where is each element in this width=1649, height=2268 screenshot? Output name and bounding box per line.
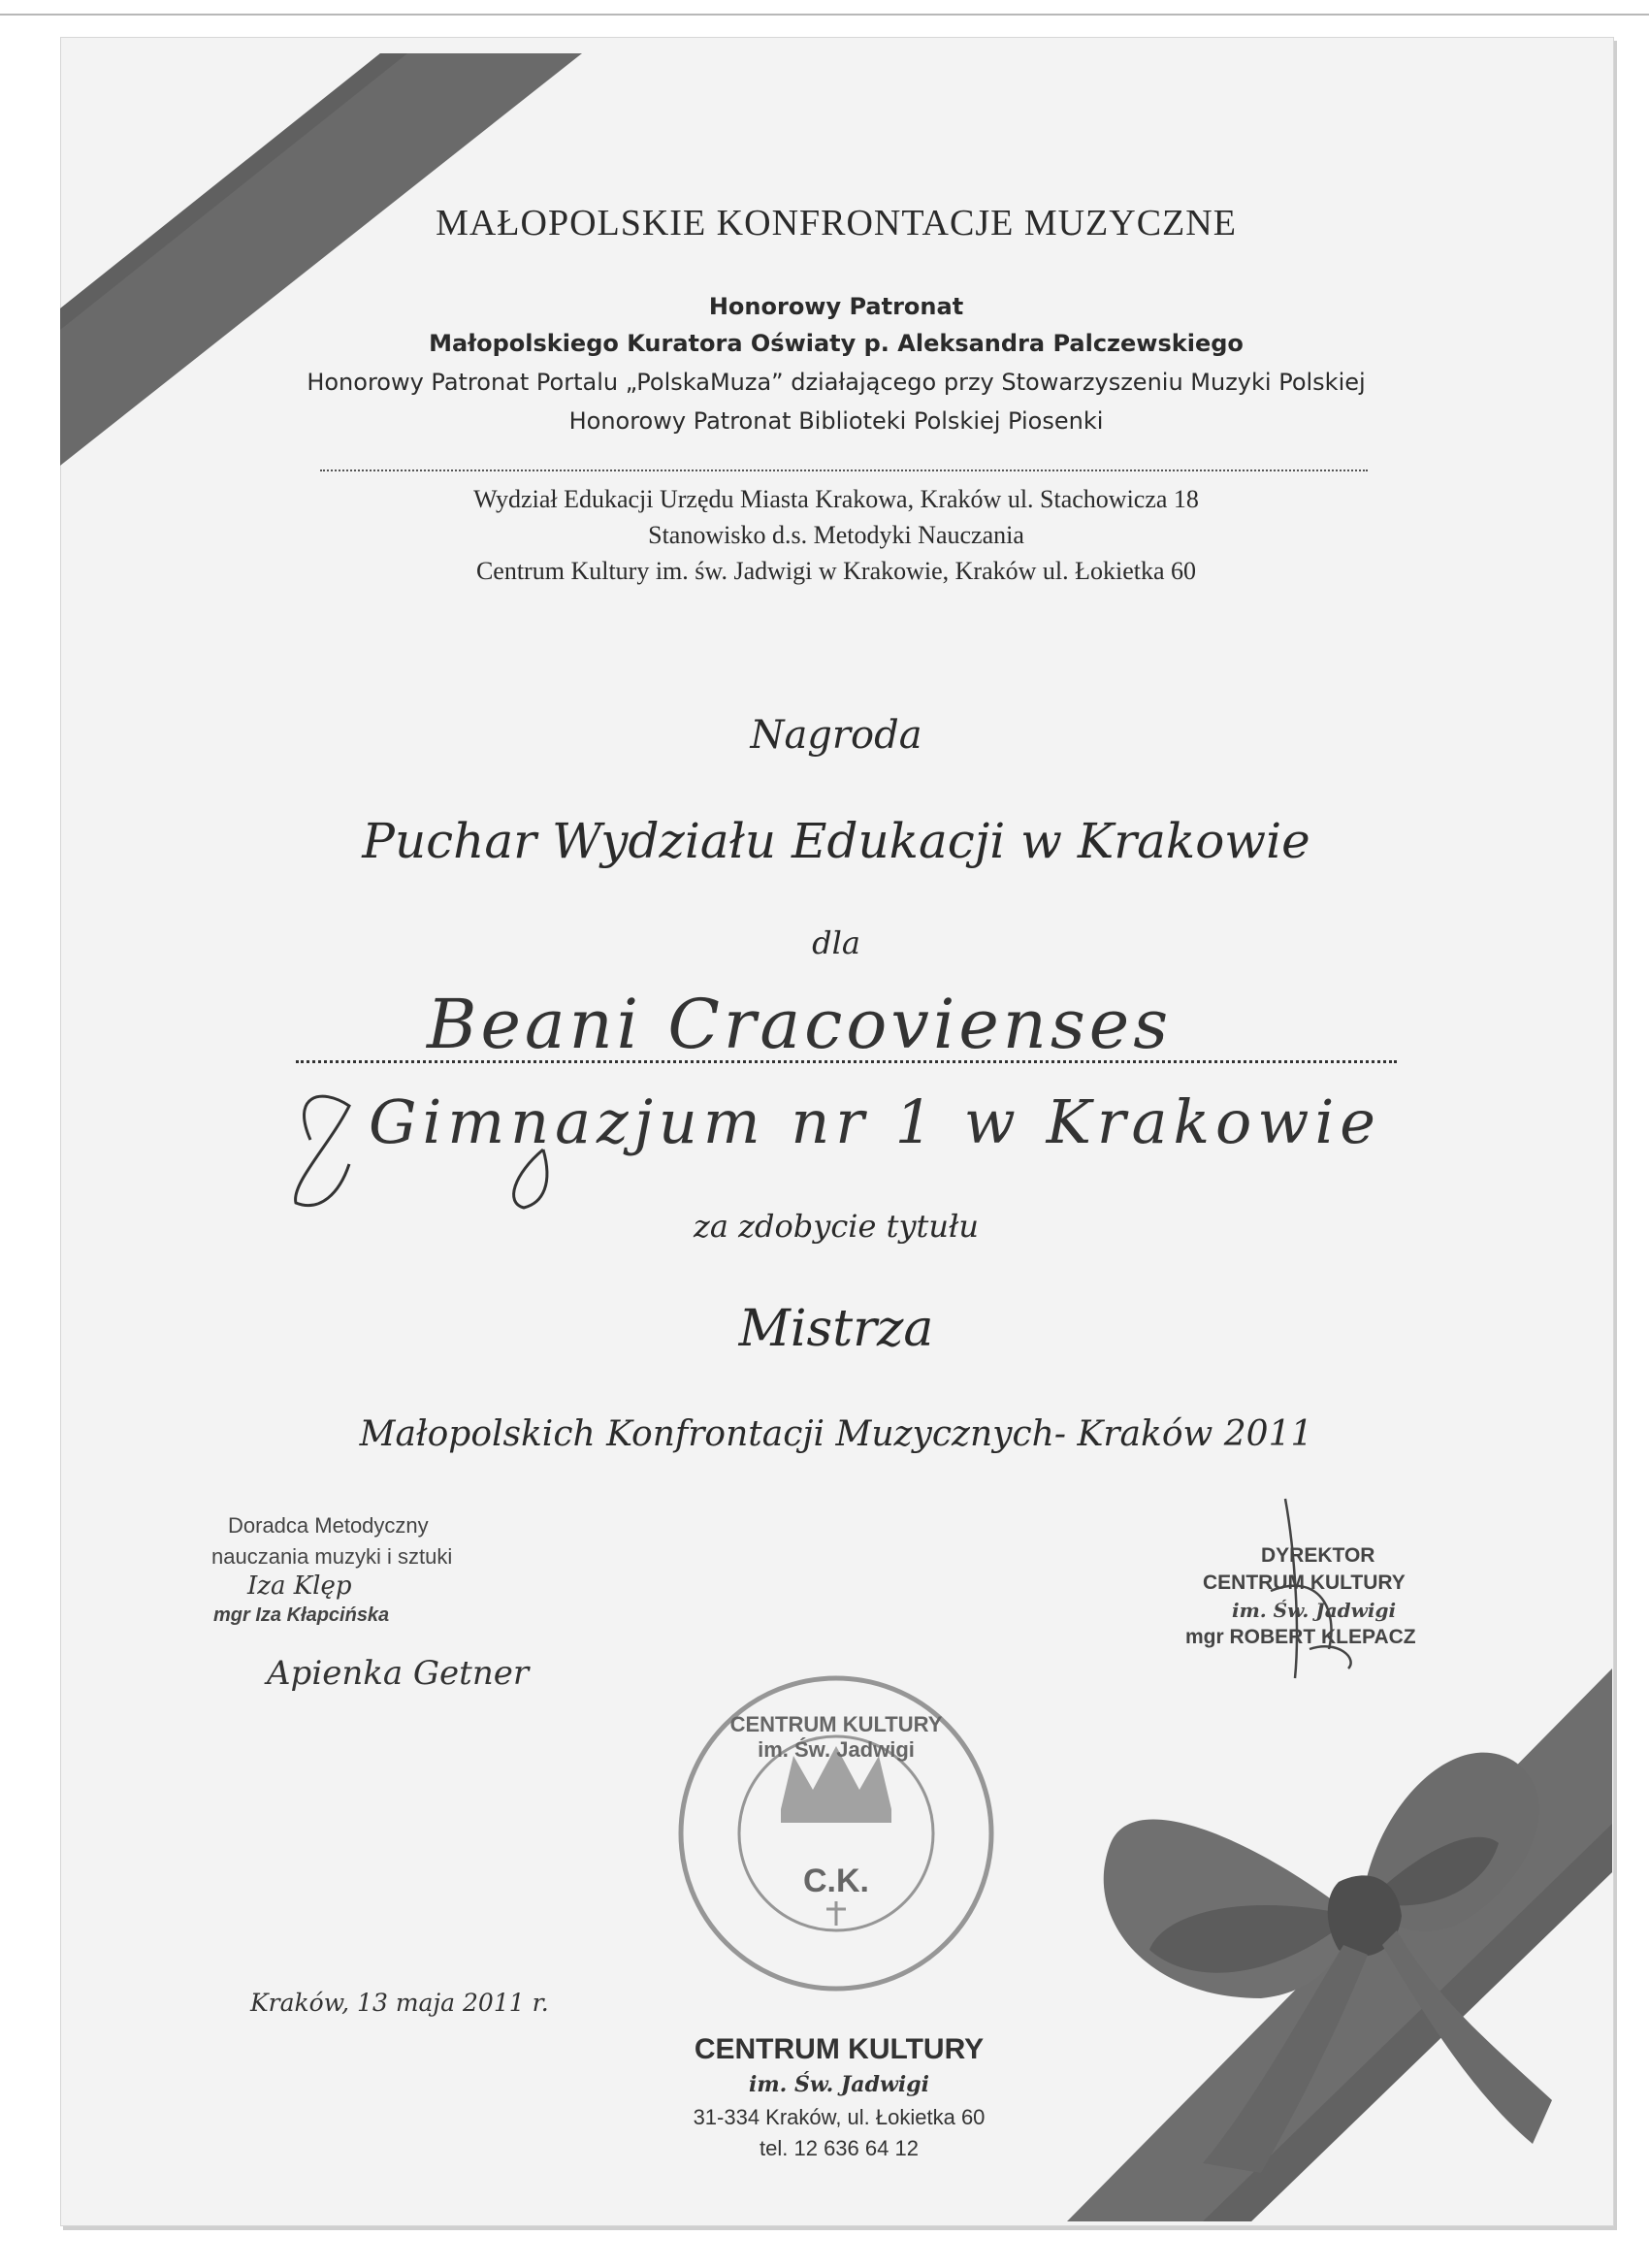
organizer-line-1: Wydział Edukacji Urzędu Miasta Krakowa, Kraków ul. Stachowicza 18 (473, 485, 1199, 513)
second-signature: Apienka Getner (267, 1654, 530, 1693)
footer-org-sub: im. Św. Jadwigi (749, 2072, 929, 2097)
event-name: Małopolskich Konfrontacji Muzycznych- Kraków 2011 (359, 1414, 1313, 1454)
patron-library: Honorowy Patronat Biblioteki Polskiej Piosenki (568, 407, 1104, 435)
director-stamp-line-2: CENTRUM KULTURY (1203, 1571, 1406, 1594)
patron-heading: Honorowy Patronat (708, 293, 964, 320)
handwriting-flourish (296, 1096, 349, 1205)
recipient-name-handwritten: Beani Cracovienses (427, 985, 1173, 1064)
award-title: Mistrza (738, 1300, 934, 1358)
recipient-school-handwritten: Gimnazjum nr 1 w Krakowie (369, 1086, 1381, 1157)
patron-curator: Małopolskiego Kuratora Oświaty p. Aleksandra Palczewskiego (429, 330, 1244, 357)
seal-ring-text: CENTRUM KULTURY im. Św. Jadwigi (729, 1712, 943, 1762)
seal-center-text: C.K. (803, 1863, 869, 1899)
footer-org-name: CENTRUM KULTURY (694, 2033, 985, 2065)
director-stamp-line-4: mgr ROBERT KLEPACZ (1185, 1626, 1416, 1648)
advisor-signature: Iza Klęp (247, 1571, 352, 1601)
award-label: Nagroda (750, 713, 922, 758)
footer-address: 31-334 Kraków, ul. Łokietka 60 (693, 2105, 986, 2129)
advisor-stamp-name: mgr Iza Kłapcińska (213, 1604, 390, 1626)
handwriting-flourish-2 (514, 1150, 547, 1208)
footer-phone: tel. 12 636 64 12 (760, 2136, 919, 2160)
director-stamp-line-1: DYREKTOR (1261, 1544, 1375, 1567)
issue-date: Kraków, 13 maja 2011 r. (250, 1989, 549, 2017)
award-name: Puchar Wydziału Edukacji w Krakowie (362, 813, 1310, 869)
reason-label: za zdobycie tytułu (694, 1208, 979, 1245)
patron-portal: Honorowy Patronat Portalu „PolskaMuza” działającego przy Stowarzyszeniu Muzyki Polskiej (307, 369, 1366, 396)
advisor-stamp-line-2: nauczania muzyki i sztuki (211, 1544, 453, 1569)
organizer-line-3: Centrum Kultury im. św. Jadwigi w Krakowie, Kraków ul. Łokietka 60 (475, 557, 1197, 585)
header-divider (320, 470, 1368, 471)
for-label: dla (812, 924, 860, 961)
advisor-stamp-line-1: Doradca Metodyczny (228, 1513, 429, 1538)
event-title: MAŁOPOLSKIE KONFRONTACJE MUZYCZNE (436, 203, 1237, 243)
director-stamp-line-3: im. Św. Jadwigi (1232, 1599, 1397, 1622)
organizer-line-2: Stanowisko d.s. Metodyki Nauczania (648, 521, 1024, 549)
